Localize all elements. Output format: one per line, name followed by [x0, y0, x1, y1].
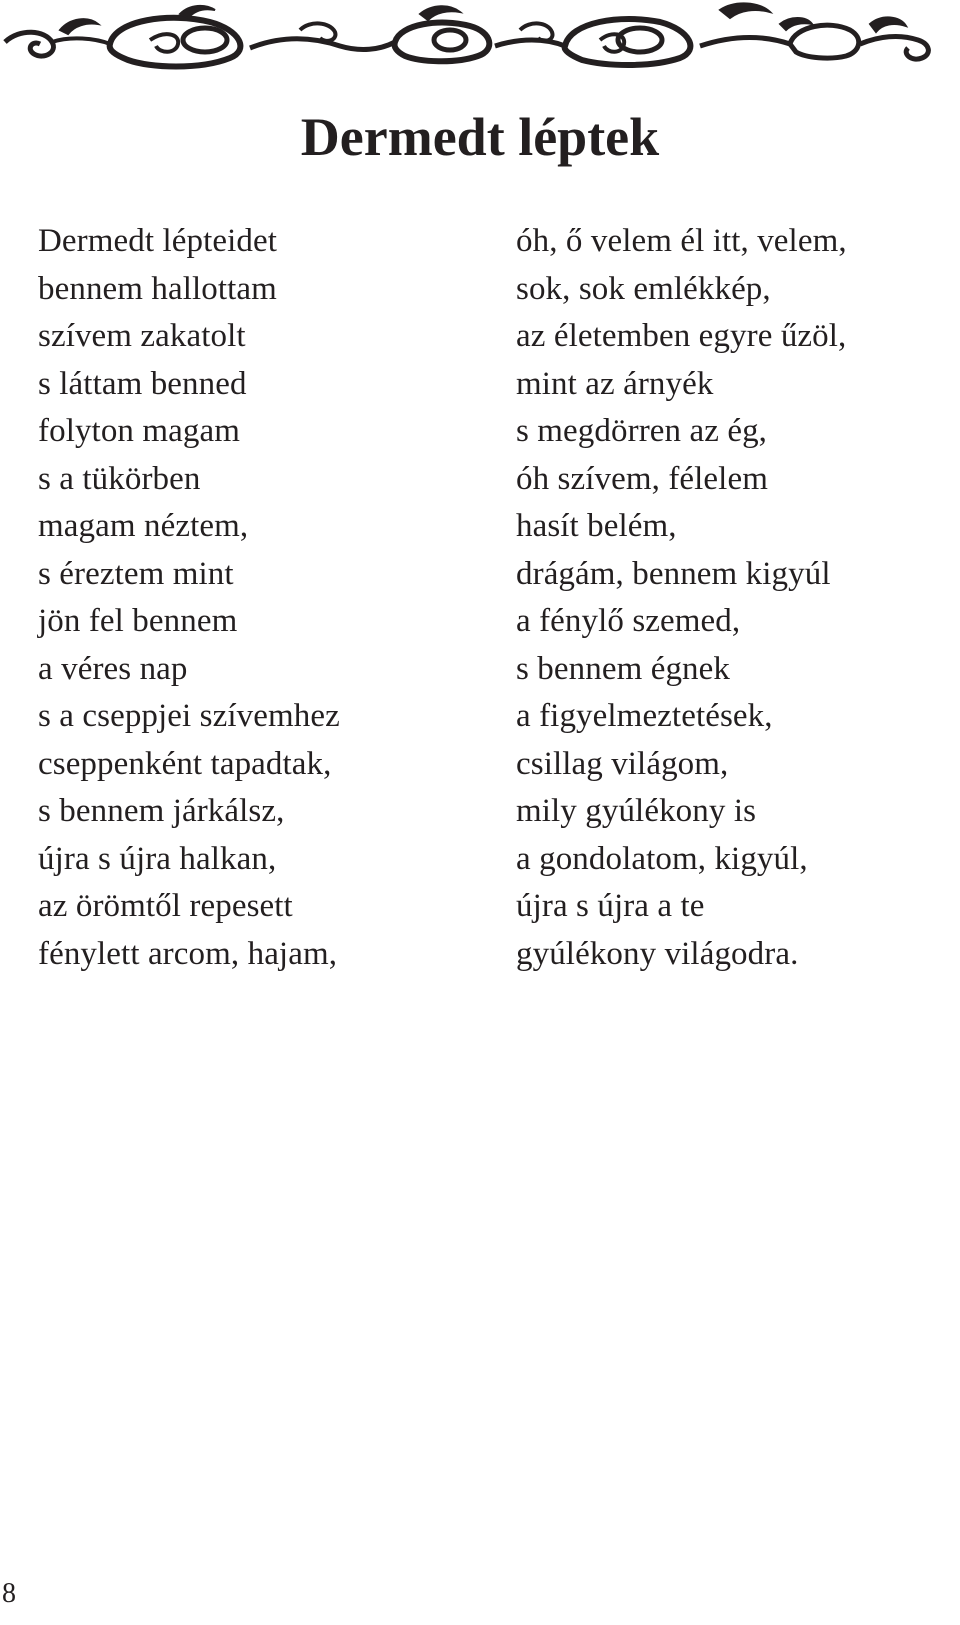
poem-title [0, 106, 960, 168]
poem-line: hasít belém, [516, 508, 677, 544]
poem-line: a fénylő szemed, [516, 603, 741, 639]
poem-title-text: Dermedt léptek [300, 107, 660, 167]
poem-line: a véres nap [38, 650, 188, 687]
poem-line: óh szívem, félelem [516, 460, 768, 497]
poem-line: az életemben egyre űzöl, [516, 318, 847, 354]
poem-line: s láttam benned [38, 365, 247, 402]
poem-line: a gondolatom, kigyúl, [516, 840, 808, 877]
poem-line: csillag világom, [516, 745, 729, 782]
poem-line: Dermedt lépteidet [38, 223, 278, 259]
decorative-ornament-header [0, 0, 960, 80]
poem-line: óh, ő velem él itt, velem, [516, 223, 847, 259]
poem-line: magam néztem, [38, 508, 249, 544]
poem-column-left [38, 218, 340, 978]
poem-line: s éreztem mint [38, 555, 234, 592]
poem-line: bennem hallottam [38, 270, 277, 307]
poem-line: s a cseppjei szívemhez [38, 698, 340, 734]
poem-line: cseppenként tapadtak, [38, 745, 332, 782]
poem-line: sok, sok emlékkép, [516, 270, 771, 307]
poem-line: fénylett arcom, hajam, [38, 935, 338, 972]
poem-line: az örömtől repesett [38, 888, 293, 924]
poem-line: s a tükörben [38, 460, 201, 497]
poem-line: mily gyúlékony is [516, 793, 757, 829]
page-number: 8 [2, 1578, 16, 1609]
poem-line: s bennem járkálsz, [38, 793, 285, 829]
poem-line: drágám, bennem kigyúl [516, 555, 831, 592]
poem-line: a figyelmeztetések, [516, 698, 773, 734]
poem-line: újra s újra a te [516, 888, 705, 924]
poem-line: újra s újra halkan, [38, 840, 277, 877]
poem-line: s megdörren az ég, [516, 413, 768, 449]
poem-line: jön fel bennem [38, 603, 238, 639]
poem-column-right [516, 218, 847, 978]
poem-line: mint az árnyék [516, 365, 714, 402]
poem-line: szívem zakatolt [38, 318, 246, 354]
poem-line: folyton magam [38, 413, 241, 449]
poem-line: s bennem égnek [516, 650, 730, 687]
poem-line: gyúlékony világodra. [516, 935, 799, 972]
